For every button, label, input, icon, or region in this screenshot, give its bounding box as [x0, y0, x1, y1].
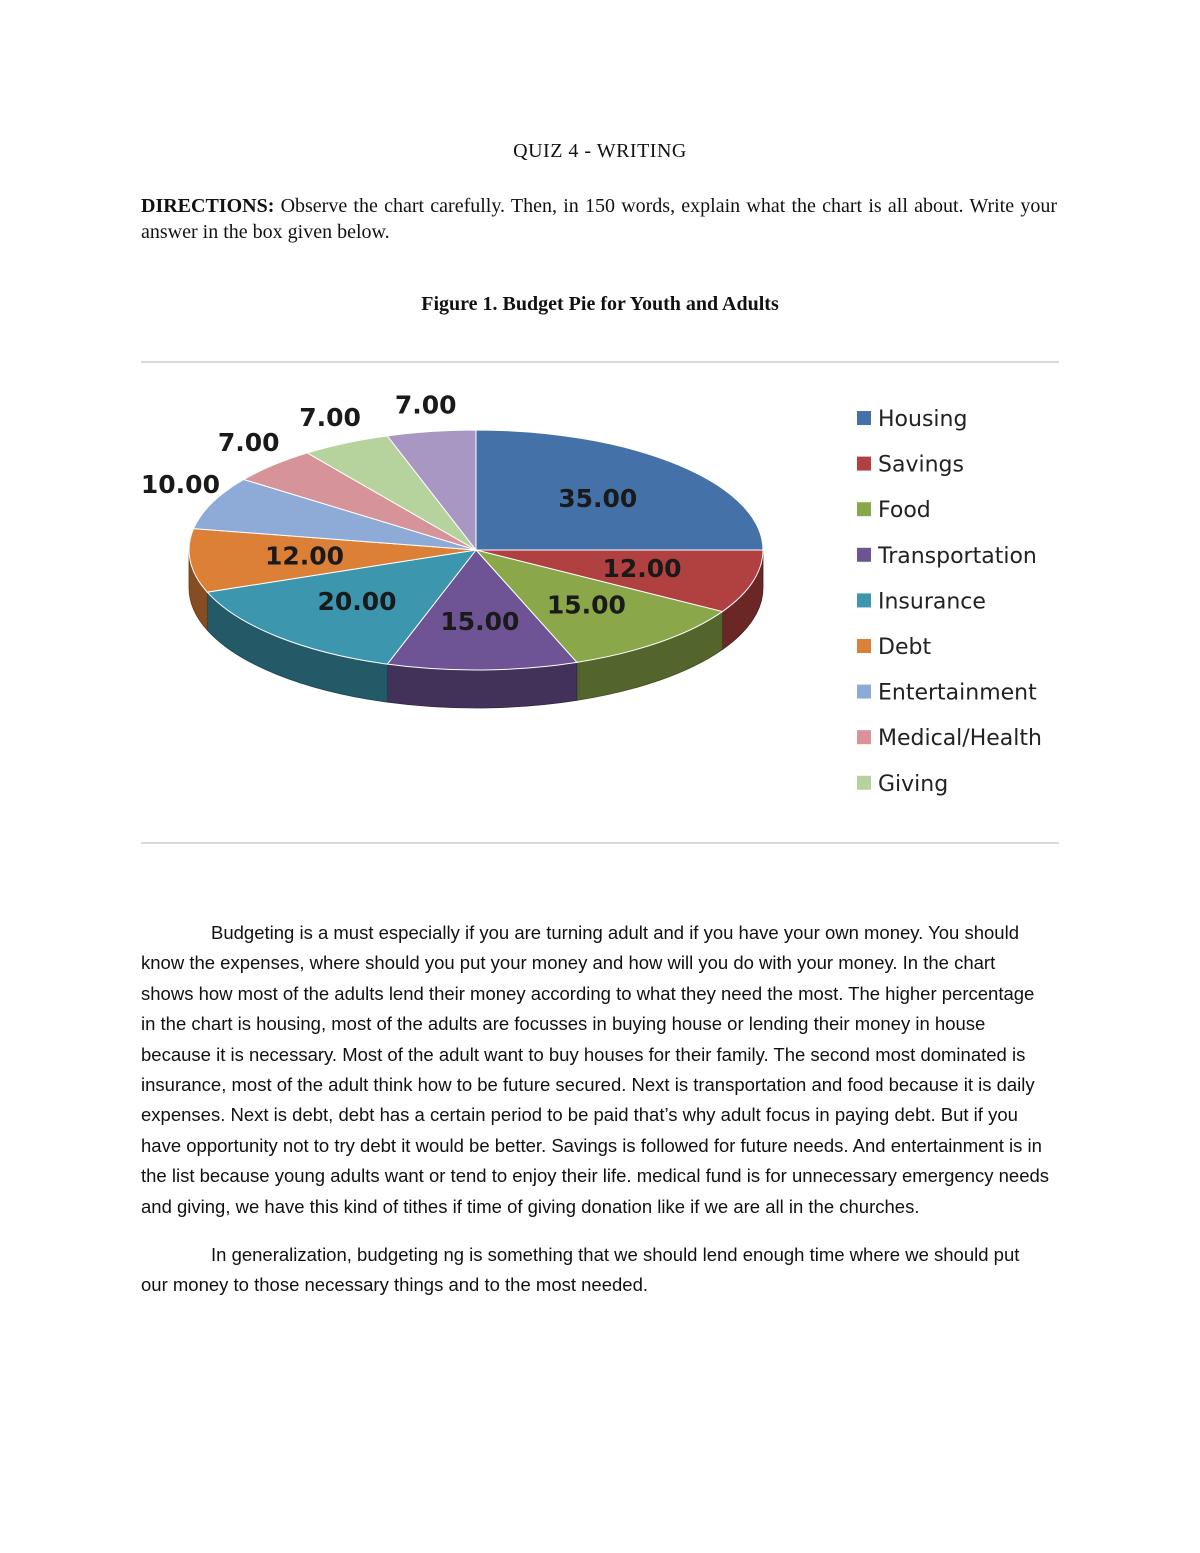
legend-swatch-4 — [857, 593, 871, 607]
page-title: QUIZ 4 - WRITING — [513, 140, 687, 162]
pie-data-label-8: 7.00 — [299, 403, 361, 433]
chart-top-rule — [141, 361, 1059, 363]
legend-swatch-7 — [857, 730, 871, 744]
pie-data-label-5: 12.00 — [264, 541, 345, 571]
legend-swatch-2 — [857, 502, 871, 516]
chart-bottom-rule — [141, 842, 1059, 844]
legend-swatch-8 — [857, 776, 871, 790]
pie-data-label-9: 7.00 — [394, 390, 457, 420]
legend-label-6: Entertainment — [878, 680, 1037, 706]
legend-label-0: Housing — [878, 407, 968, 432]
legend-label-2: Food — [878, 498, 931, 524]
figure-caption: Figure 1. Budget Pie for Youth and Adults — [421, 293, 779, 315]
essay-answer — [141, 918, 1051, 1319]
directions — [141, 193, 1057, 245]
pie-legend — [857, 407, 1042, 797]
legend-label-8: Giving — [878, 771, 949, 797]
essay-paragraph-2: In generalization, budgeting ng is something that we should lend enough time where we should put our money to those necessary things and to the most needed. — [141, 1244, 1020, 1296]
legend-label-1: Savings — [878, 452, 964, 478]
legend-swatch-1 — [857, 457, 871, 471]
pie-data-label-6: 10.00 — [141, 470, 220, 500]
legend-label-4: Insurance — [878, 589, 986, 615]
directions-text: Observe the chart carefully. Then, in 150 words, explain what the chart is all about. Write your answer in the box given below. — [141, 195, 1057, 243]
legend-swatch-6 — [857, 685, 871, 699]
pie-data-label-0: 35.00 — [558, 484, 638, 514]
legend-label-3: Transportation — [878, 543, 1037, 569]
pie-chart-svg — [141, 370, 1059, 840]
legend-label-5: Debt — [878, 635, 932, 660]
directions-label: DIRECTIONS: — [141, 195, 275, 217]
pie-data-label-7: 7.00 — [217, 427, 280, 457]
budget-pie-chart — [141, 370, 1059, 840]
pie-data-label-4: 20.00 — [317, 587, 397, 617]
pie-data-label-3: 15.00 — [440, 606, 520, 636]
essay-paragraph-1: Budgeting is a must especially if you are turning adult and if you have your own money. You should know the expenses, where should you put your money and how will you do with your money. In the chart shows how most of the adults lend their money according to what they need the most. The higher percentage in the chart is housing, most of the adults are focusses in buying house or lending their money in house because it is necessary. Most of the adult want to buy houses for their family. The second most dominated is insurance, most of the adult think how to be future secured. Next is transportation and food because it is daily expenses. Next is debt, debt has a certain period to be paid that’s why adult focus in paying debt. But if you have opportunity not to try debt it would be better. Savings is followed for future needs. And entertainment is in the list because young adults want or tend to enjoy their life. medical fund is for unnecessary emergency needs and giving, we have this kind of tithes if time of giving donation like if we are all in the churches. — [141, 922, 1050, 1217]
pie-data-label-1: 12.00 — [602, 554, 682, 584]
legend-swatch-0 — [857, 411, 871, 425]
legend-label-7: Medical/Health — [878, 726, 1042, 752]
legend-swatch-5 — [857, 639, 871, 653]
pie-data-label-2: 15.00 — [546, 590, 626, 620]
legend-swatch-3 — [857, 548, 871, 562]
